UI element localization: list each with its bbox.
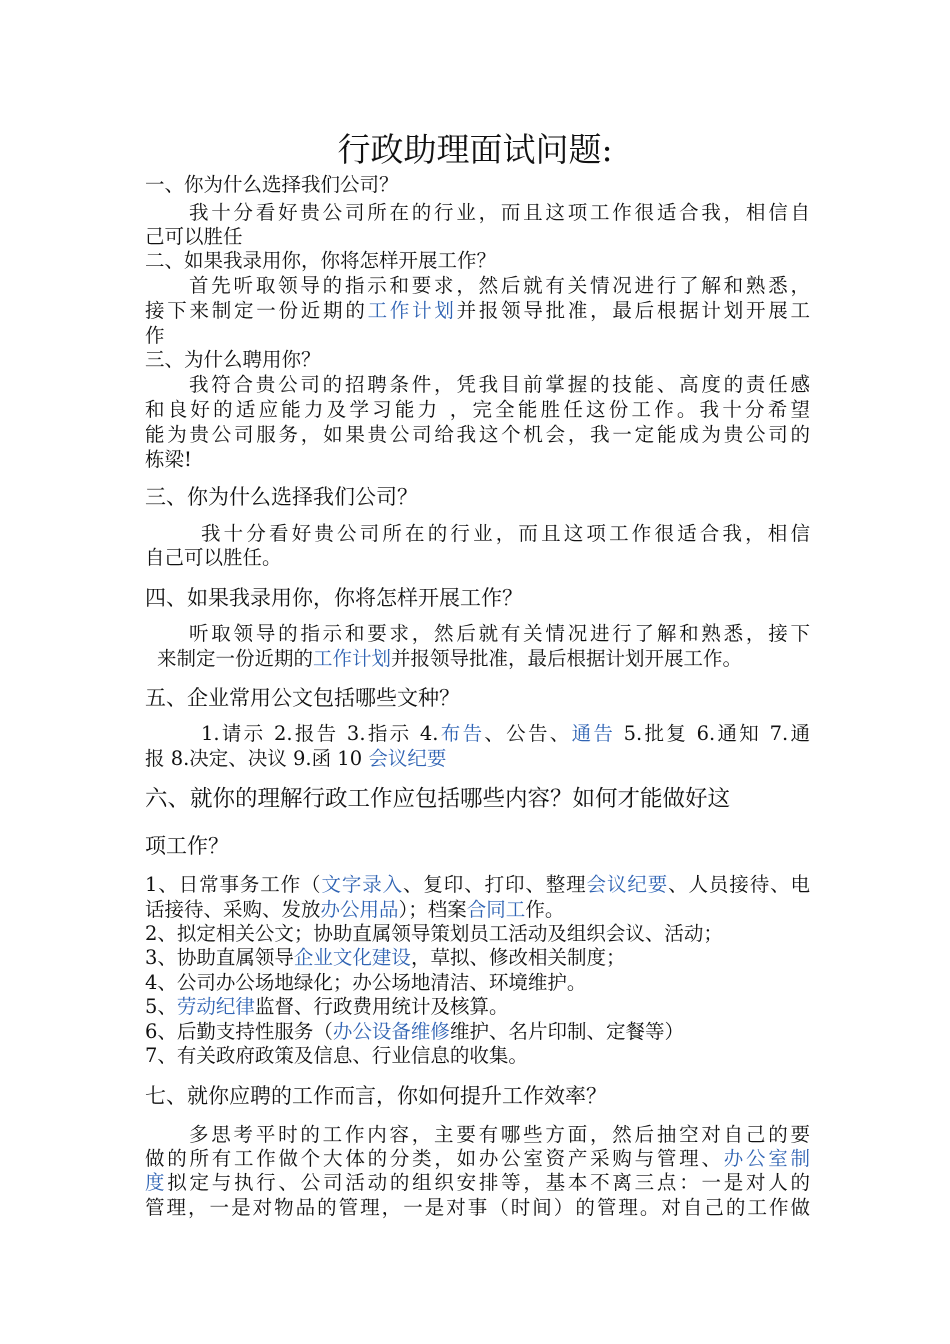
answer-1-line-1: 我十分看好贵公司所在的行业，而且这项工作很适合我，相信自 (189, 201, 810, 224)
text-run: 作。 (525, 898, 565, 921)
question-1-heading: 一、你为什么选择我们公司？ (145, 173, 399, 196)
text-entry-link[interactable]: 文字录入 (321, 873, 404, 896)
text-run: 3、协助直属领导 (145, 946, 294, 969)
corporate-culture-link[interactable]: 企业文化建设 (293, 946, 411, 969)
question-3-heading: 三、为什么聘用你？ (145, 348, 321, 371)
answer-2-line-3: 作 (145, 324, 165, 347)
section-7-line-2 (145, 1147, 810, 1171)
meeting-minutes-link[interactable]: 会议纪要 (586, 873, 669, 896)
section-6-heading-line-1: 六、就你的理解行政工作应包括哪些内容？如何才能做好这 (145, 786, 731, 812)
work-plan-link[interactable]: 工作计划 (367, 299, 457, 322)
text-run: ）；档案 (398, 898, 467, 921)
answer-1-line-2: 己可以胜任 (145, 225, 243, 248)
question-2-heading: 二、如果我录用你，你将怎样开展工作？ (145, 249, 497, 272)
office-equipment-repair-link[interactable]: 办公设备维修 (332, 1020, 450, 1043)
section-7-heading: 七、就你应聘的工作而言，你如何提升工作效率？ (145, 1084, 607, 1108)
section-7-line-1: 多思考平时的工作内容，主要有哪些方面，然后抽空对自己的要 (189, 1123, 810, 1146)
text-run: 5.批复 6.通知 7.通 (615, 722, 810, 745)
section-5-line-2 (145, 747, 810, 771)
section-3-heading: 三、你为什么选择我们公司？ (145, 485, 418, 509)
section-6-item-5 (145, 995, 810, 1019)
text-run: 、人员接待、电 (668, 873, 810, 896)
office-supplies-link[interactable]: 办公用品 (320, 898, 399, 921)
text-run: 拟定与执行、公司活动的组织安排等，基本不离三点：一是对人的 (167, 1171, 810, 1194)
text-run: 维护、名片印制、定餐等） (449, 1020, 684, 1043)
section-6-item-3 (145, 946, 810, 970)
section-6-item-7: 7、有关政府政策及信息、行业信息的收集。 (145, 1044, 528, 1067)
circular-link[interactable]: 通告 (571, 722, 616, 745)
text-run: 、复印、打印、整理 (403, 873, 587, 896)
answer-3-line-3: 能为贵公司服务，如果贵公司给我这个机会，我一定能成为贵公司的 (145, 423, 810, 446)
text-run: 接下来制定一份近期的 (145, 299, 368, 322)
answer-3-line-1: 我符合贵公司的招聘条件，凭我目前掌握的技能、高度的责任感 (189, 373, 810, 396)
meeting-minutes-link[interactable]: 会议纪要 (368, 747, 447, 770)
section-4-line-1: 听取领导的指示和要求，然后就有关情况进行了解和熟悉，接下 (189, 622, 810, 645)
text-run: 做的所有工作做个大体的分类，如办公室资产采购与管理、 (145, 1147, 724, 1170)
section-6-heading-line-2: 项工作？ (145, 834, 229, 858)
page-title: 行政助理面试问题: (337, 130, 613, 169)
text-run: ，草拟、修改相关制度； (410, 946, 626, 969)
section-6-item-6 (145, 1020, 810, 1044)
section-4-line-2 (157, 647, 817, 671)
text-run: 话接待、采购、发放 (145, 898, 321, 921)
section-3-line-2: 自己可以胜任。 (145, 546, 282, 569)
section-6-item-1-line-2 (145, 898, 810, 922)
labor-discipline-link[interactable]: 劳动纪律 (176, 995, 255, 1018)
section-3-line-1: 我十分看好贵公司所在的行业，而且这项工作很适合我，相信 (201, 522, 810, 545)
text-run: 5、 (145, 995, 177, 1018)
text-run: 并报领导批准，最后根据计划开展工 (456, 299, 810, 322)
section-7-line-4: 管理，一是对物品的管理，一是对事（时间）的管理。对自己的工作做 (145, 1196, 810, 1219)
text-run: 、公告、 (484, 722, 572, 745)
section-5-line-1 (201, 722, 810, 746)
section-6-item-2: 2、拟定相关公文；协助直属领导策划员工活动及组织会议、活动； (145, 922, 723, 945)
answer-3-line-4: 栋梁! (145, 448, 192, 471)
answer-2-line-1: 首先听取领导的指示和要求，然后就有关情况进行了解和熟悉， (189, 274, 810, 297)
office-system-link-cont[interactable]: 度 (145, 1171, 168, 1194)
notice-link[interactable]: 布告 (438, 722, 485, 745)
answer-3-line-2: 和良好的适应能力及学习能力 ，完全能胜任这份工作。我十分希望 (145, 398, 810, 421)
section-5-heading: 五、企业常用公文包括哪些文种？ (145, 686, 460, 710)
work-plan-link[interactable]: 工作计划 (313, 647, 392, 670)
section-7-line-3 (145, 1171, 810, 1195)
section-6-item-4: 4、公司办公场地绿化；办公场地清洁、环境维护。 (145, 971, 587, 994)
text-run: 监督、行政费用统计及核算。 (254, 995, 509, 1018)
answer-2-line-2 (145, 299, 810, 323)
office-system-link[interactable]: 办公室制 (723, 1147, 810, 1170)
contract-link[interactable]: 合同工 (466, 898, 526, 921)
text-run: 并报领导批准，最后根据计划开展工作。 (391, 647, 743, 670)
section-6-item-1-line-1 (145, 873, 810, 897)
text-run: 1.请示 2.报告 3.指示 4. (201, 722, 439, 745)
text-run: 报 8.决定、决议 9.函 10 (145, 747, 369, 770)
text-run: 1、日常事务工作（ (145, 873, 322, 896)
text-run: 6、后勤支持性服务（ (145, 1020, 333, 1043)
text-run: 来制定一份近期的 (157, 647, 314, 670)
section-4-heading: 四、如果我录用你，你将怎样开展工作？ (145, 586, 523, 610)
